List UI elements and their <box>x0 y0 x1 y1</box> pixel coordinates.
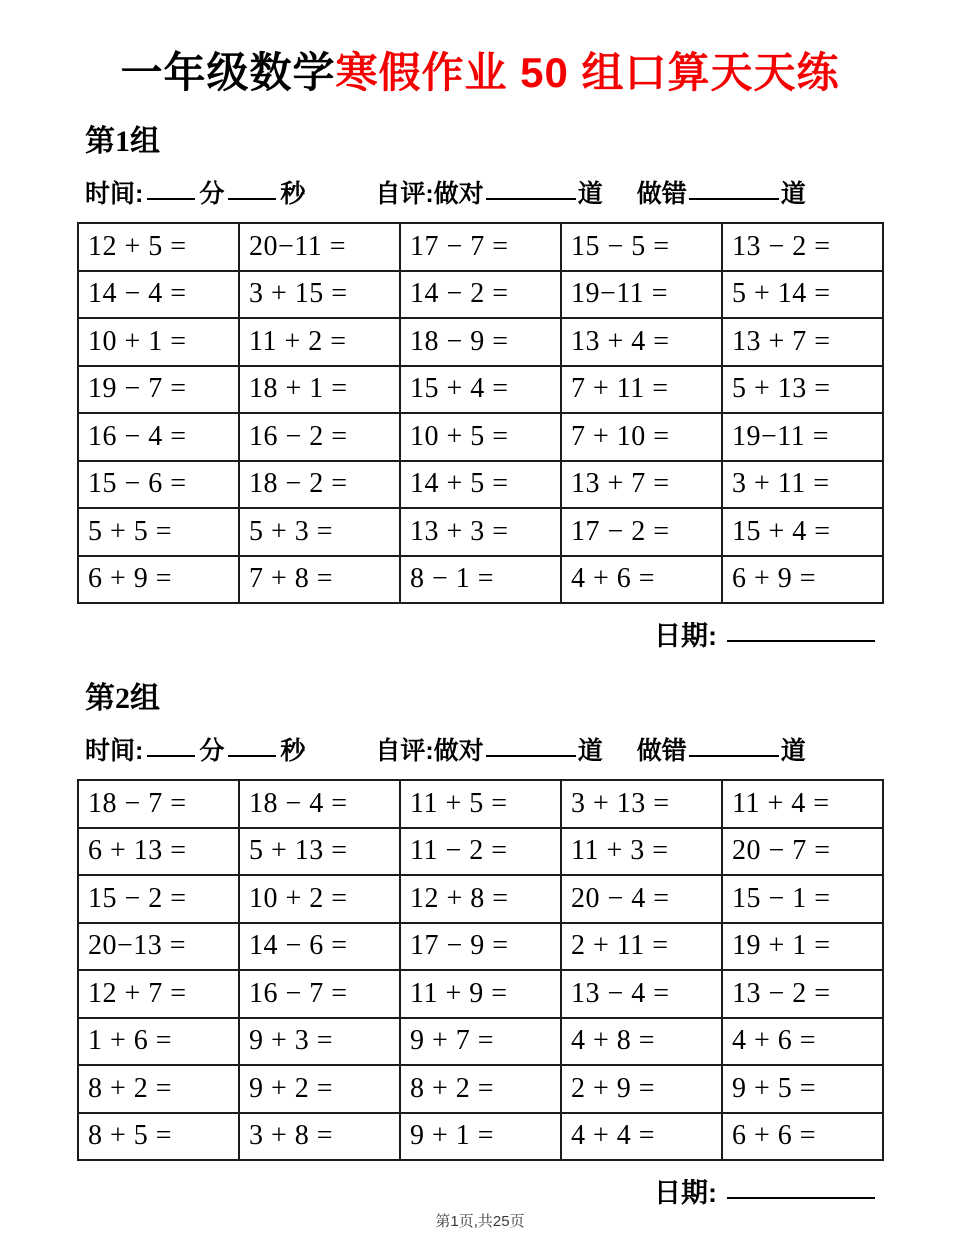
group-2-heading <box>85 673 960 717</box>
problem-cell: 20−13 = <box>78 923 239 971</box>
problem-cell: 12 + 7 = <box>78 970 239 1018</box>
problem-cell: 5 + 5 = <box>78 508 239 556</box>
problem-cell: 6 + 6 = <box>722 1113 883 1161</box>
dao-correct-label: 道 <box>577 737 603 766</box>
problem-cell: 18 − 9 = <box>400 318 561 366</box>
problem-cell: 5 + 14 = <box>722 271 883 319</box>
problem-cell: 3 + 11 = <box>722 461 883 509</box>
problem-cell: 9 + 1 = <box>400 1113 561 1161</box>
problem-cell: 17 − 9 = <box>400 923 561 971</box>
problem-row <box>78 875 883 923</box>
problem-cell: 3 + 15 = <box>239 271 400 319</box>
problem-cell: 9 + 3 = <box>239 1018 400 1066</box>
group-heading-number: 2 <box>115 682 130 716</box>
problem-cell: 2 + 9 = <box>561 1065 722 1113</box>
time-minutes-blank <box>147 754 195 757</box>
problem-cell: 5 + 13 = <box>722 366 883 414</box>
group-1-section <box>0 116 960 653</box>
problem-row <box>78 461 883 509</box>
problem-cell: 14 + 5 = <box>400 461 561 509</box>
problem-cell: 11 + 4 = <box>722 780 883 828</box>
problem-cell: 18 − 7 = <box>78 780 239 828</box>
problem-cell: 3 + 8 = <box>239 1113 400 1161</box>
problem-cell: 13 + 7 = <box>561 461 722 509</box>
problem-cell: 14 − 6 = <box>239 923 400 971</box>
problem-cell: 19 + 1 = <box>722 923 883 971</box>
time-seconds-blank <box>228 754 276 757</box>
problem-cell: 12 + 8 = <box>400 875 561 923</box>
group-1-date-line <box>0 614 875 653</box>
problem-row <box>78 780 883 828</box>
problem-cell: 19−11 = <box>722 413 883 461</box>
problems-table-group-2 <box>77 779 884 1161</box>
problem-cell: 13 + 3 = <box>400 508 561 556</box>
group-2-meta-line <box>85 731 875 767</box>
problem-cell: 12 + 5 = <box>78 223 239 271</box>
problem-cell: 15 − 5 = <box>561 223 722 271</box>
group-heading-prefix: 第 <box>85 125 115 159</box>
problem-row <box>78 1018 883 1066</box>
problem-cell: 18 + 1 = <box>239 366 400 414</box>
problem-cell: 8 + 2 = <box>400 1065 561 1113</box>
problem-cell: 10 + 5 = <box>400 413 561 461</box>
problem-cell: 13 − 2 = <box>722 970 883 1018</box>
page-title-black: 一年级数学 <box>120 49 336 96</box>
group-2-date-line <box>0 1171 875 1210</box>
problem-cell: 13 + 4 = <box>561 318 722 366</box>
problem-cell: 19−11 = <box>561 271 722 319</box>
problem-cell: 13 − 4 = <box>561 970 722 1018</box>
problem-cell: 11 + 5 = <box>400 780 561 828</box>
problem-cell: 4 + 6 = <box>561 556 722 604</box>
problem-cell: 11 + 2 = <box>239 318 400 366</box>
group-heading-suffix: 组 <box>130 125 160 159</box>
problem-cell: 14 − 4 = <box>78 271 239 319</box>
problem-row <box>78 828 883 876</box>
problem-row <box>78 366 883 414</box>
problem-cell: 14 − 2 = <box>400 271 561 319</box>
problem-row <box>78 923 883 971</box>
problem-cell: 1 + 6 = <box>78 1018 239 1066</box>
group-2-section <box>0 673 960 1210</box>
problem-cell: 9 + 2 = <box>239 1065 400 1113</box>
problem-row <box>78 223 883 271</box>
problem-cell: 16 − 4 = <box>78 413 239 461</box>
minute-label: 分 <box>199 737 225 766</box>
problem-cell: 9 + 5 = <box>722 1065 883 1113</box>
date-blank <box>727 639 875 642</box>
problem-row <box>78 508 883 556</box>
date-label: 日期: <box>654 621 717 652</box>
problem-row <box>78 1065 883 1113</box>
problem-cell: 16 − 7 = <box>239 970 400 1018</box>
self-eval-label: 自评:做对 <box>375 737 484 766</box>
problem-cell: 15 + 4 = <box>722 508 883 556</box>
problem-cell: 17 − 2 = <box>561 508 722 556</box>
problem-cell: 6 + 9 = <box>722 556 883 604</box>
problem-cell: 3 + 13 = <box>561 780 722 828</box>
problem-cell: 10 + 2 = <box>239 875 400 923</box>
problem-row <box>78 318 883 366</box>
problem-cell: 15 − 1 = <box>722 875 883 923</box>
problem-cell: 8 + 2 = <box>78 1065 239 1113</box>
problem-cell: 4 + 6 = <box>722 1018 883 1066</box>
problem-row <box>78 1113 883 1161</box>
group-heading-prefix: 第 <box>85 682 115 716</box>
wrong-label: 做错 <box>636 180 687 209</box>
problem-cell: 10 + 1 = <box>78 318 239 366</box>
time-label: 时间: <box>85 737 144 766</box>
problem-cell: 13 − 2 = <box>722 223 883 271</box>
problem-cell: 15 + 4 = <box>400 366 561 414</box>
problem-cell: 11 − 2 = <box>400 828 561 876</box>
time-minutes-blank <box>147 197 195 200</box>
correct-count-blank <box>486 754 576 757</box>
group-1-meta-line <box>85 174 875 210</box>
group-heading-number: 1 <box>115 125 130 159</box>
minute-label: 分 <box>199 180 225 209</box>
problem-cell: 7 + 8 = <box>239 556 400 604</box>
second-label: 秒 <box>280 737 306 766</box>
problem-cell: 5 + 13 = <box>239 828 400 876</box>
problem-cell: 20 − 7 = <box>722 828 883 876</box>
problem-row <box>78 556 883 604</box>
problem-cell: 20 − 4 = <box>561 875 722 923</box>
problem-cell: 6 + 9 = <box>78 556 239 604</box>
date-label: 日期: <box>654 1178 717 1209</box>
group-1-heading <box>85 116 960 160</box>
dao-wrong-label: 道 <box>780 180 806 209</box>
page-title <box>0 50 960 96</box>
problem-cell: 20−11 = <box>239 223 400 271</box>
problem-cell: 4 + 8 = <box>561 1018 722 1066</box>
problem-row <box>78 413 883 461</box>
second-label: 秒 <box>280 180 306 209</box>
problem-cell: 5 + 3 = <box>239 508 400 556</box>
problem-cell: 6 + 13 = <box>78 828 239 876</box>
date-blank <box>727 1196 875 1199</box>
problem-cell: 9 + 7 = <box>400 1018 561 1066</box>
dao-correct-label: 道 <box>577 180 603 209</box>
problem-cell: 19 − 7 = <box>78 366 239 414</box>
problem-cell: 2 + 11 = <box>561 923 722 971</box>
problem-cell: 17 − 7 = <box>400 223 561 271</box>
wrong-count-blank <box>689 754 779 757</box>
problem-cell: 18 − 2 = <box>239 461 400 509</box>
group-heading-suffix: 组 <box>130 682 160 716</box>
problem-cell: 8 + 5 = <box>78 1113 239 1161</box>
wrong-label: 做错 <box>636 737 687 766</box>
problem-cell: 11 + 3 = <box>561 828 722 876</box>
problem-cell: 7 + 10 = <box>561 413 722 461</box>
dao-wrong-label: 道 <box>780 737 806 766</box>
problem-row <box>78 970 883 1018</box>
problem-cell: 18 − 4 = <box>239 780 400 828</box>
problem-cell: 8 − 1 = <box>400 556 561 604</box>
problem-cell: 16 − 2 = <box>239 413 400 461</box>
self-eval-label: 自评:做对 <box>375 180 484 209</box>
problem-cell: 7 + 11 = <box>561 366 722 414</box>
problem-row <box>78 271 883 319</box>
time-seconds-blank <box>228 197 276 200</box>
correct-count-blank <box>486 197 576 200</box>
problem-cell: 4 + 4 = <box>561 1113 722 1161</box>
problems-table-group-1 <box>77 222 884 604</box>
problem-cell: 15 − 6 = <box>78 461 239 509</box>
page-title-red: 寒假作业 50 组口算天天练 <box>335 49 840 96</box>
problem-cell: 13 + 7 = <box>722 318 883 366</box>
wrong-count-blank <box>689 197 779 200</box>
problem-cell: 15 − 2 = <box>78 875 239 923</box>
page-number-footer: 第1页,共25页 <box>435 1213 525 1230</box>
problem-cell: 11 + 9 = <box>400 970 561 1018</box>
time-label: 时间: <box>85 180 144 209</box>
